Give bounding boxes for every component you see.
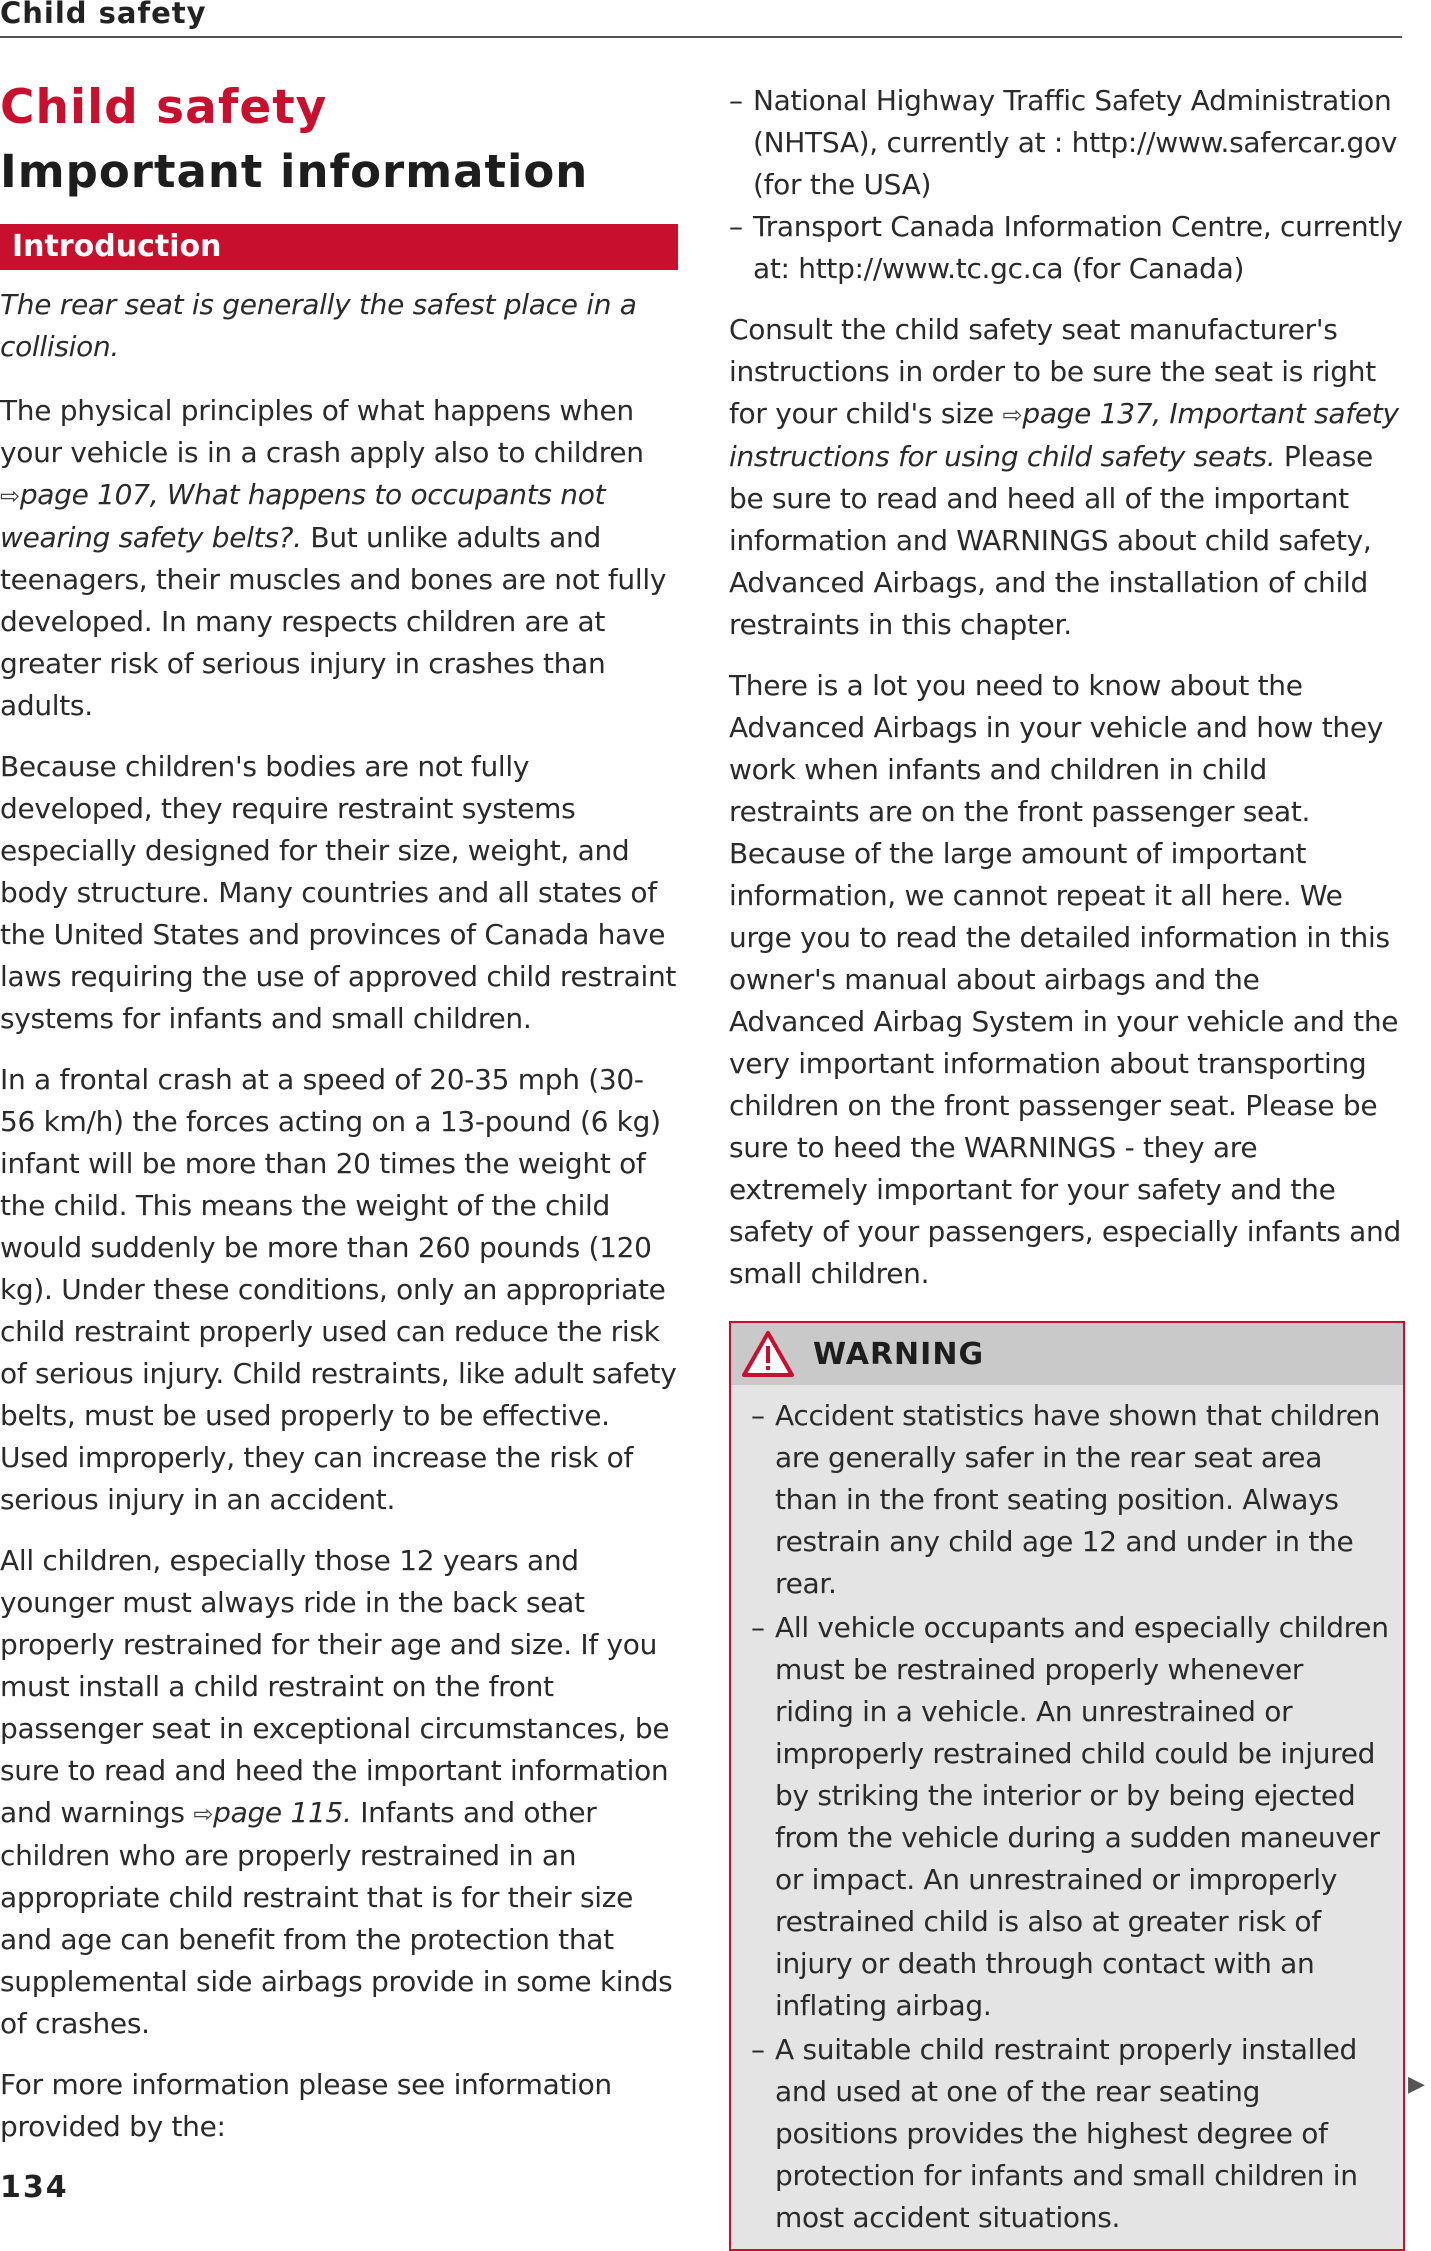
paragraph-text: Consult the child safety seat manufacturer's instructions in order to be sure the seat is right for your child's size [729,313,1376,430]
paragraph [0,1540,678,2045]
warning-item: – A suitable child restraint properly installed and used at one of the rear seating positions provides the highest degree of protection for infants and small children in most accident situations. [751,2029,1389,2239]
paragraph-text: All children, especially those 12 years and younger must always ride in the back seat properly restrained for their age and size. If you must install a child restraint on the front passenger seat in exceptional circumstances, be sure to read and heed the important information and warnings [0,1544,670,1829]
paragraph [0,390,678,727]
paragraph: For more information please see information provided by the: [0,2068,612,2143]
page-number: 134 [0,2170,69,2205]
chapter-title: Child safety [0,80,328,135]
paragraph-text: Please be sure to read and heed all of the important information and WARNINGS about child safety, Advanced Airbags, and the installation of child restraints in this chapter. [729,440,1373,641]
list-item: – National Highway Traffic Safety Administration (NHTSA), currently at : http://www.safercar.gov (for the USA) [729,80,1403,206]
agency-list [729,80,1403,290]
running-head: Child safety [0,0,1402,38]
warning-list [731,1395,1403,2239]
paragraph-text: But unlike adults and teenagers, their muscles and bones are not fully developed. In many respects children are at greater risk of serious injury in crashes than adults. [0,521,667,722]
cross-reference-arrow-icon: ⇨ [0,482,20,510]
paragraph [729,309,1403,646]
paragraph-text: The physical principles of what happens when your vehicle is in a crash apply also to children [0,394,644,469]
cross-reference-arrow-icon: ⇨ [1002,401,1023,429]
right-column [729,80,1403,2251]
cross-reference-link[interactable]: page 107, What happens to occupants not wearing safety belts?. [0,478,606,554]
warning-header [731,1323,1403,1385]
left-column [0,56,678,2167]
paragraph-text: Infants and other children who are properly restrained in an appropriate child restraint that is for their size and age can benefit from the protection that supplemental side airbags provide in some kinds of crashes. [0,1796,673,2040]
cross-reference-arrow-icon: ⇨ [193,1800,214,1828]
paragraph: In a frontal crash at a speed of 20-35 mph (30-56 km/h) the forces acting on a 13-pound (6 kg) infant will be more than 20 times the weight of the child. This means the weight of the child would suddenly be more than 260 pounds (120 kg). Under these conditions, only an appropriate child restraint properly used can reduce the risk of serious injury. Child restraints, like adult safety belts, must be used properly to be effective. Used improperly, they can increase the risk of serious injury in an accident. [0,1063,677,1516]
warning-item: – Accident statistics have shown that children are generally safer in the rear seat area than in the front seating position. Always restrain any child age 12 and under in the rear. [751,1395,1389,1605]
list-item: – Transport Canada Information Centre, currently at: http://www.tc.gc.ca (for Canada) [729,206,1403,290]
warning-item: – All vehicle occupants and especially children must be restrained properly whenever riding in a vehicle. An unrestrained or improperly restrained child could be injured by striking the interior or by being ejected from the vehicle during a sudden maneuver or impact. An unrestrained or improperly restrained child is also at greater risk of injury or death through contact with an inflating airbag. [751,1607,1389,2027]
intro-text: The rear seat is generally the safest place in a collision. [0,288,637,363]
warning-triangle-icon [741,1330,795,1378]
warning-title: WARNING [813,1336,985,1372]
warning-box [729,1321,1405,2251]
paragraph: There is a lot you need to know about the Advanced Airbags in your vehicle and how they work when infants and children in child restraints are on the front passenger seat. Because of the large amount of important information, we cannot repeat it all here. We urge you to read the detailed information in this owner's manual about airbags and the Advanced Airbag System in your vehicle and the very important information about transporting children on the front passenger seat. Please be sure to heed the WARNINGS - they are extremely important for your safety and the safety of your passengers, especially infants and small children. [729,669,1401,1290]
section-title: Important information [0,145,589,198]
cross-reference-link[interactable]: page 115. [213,1796,352,1829]
cross-reference-link[interactable]: page 137, Important safety instructions for using child safety seats. [729,397,1399,473]
continue-arrow-icon: ▶ [1408,2072,1425,2097]
paragraph: Because children's bodies are not fully developed, they require restraint systems especially designed for their size, weight, and body structure. Many countries and all states of the United States and provinces of Canada have laws requiring the use of approved child restraint systems for infants and small children. [0,750,677,1035]
subsection-heading: Introduction [0,224,678,270]
